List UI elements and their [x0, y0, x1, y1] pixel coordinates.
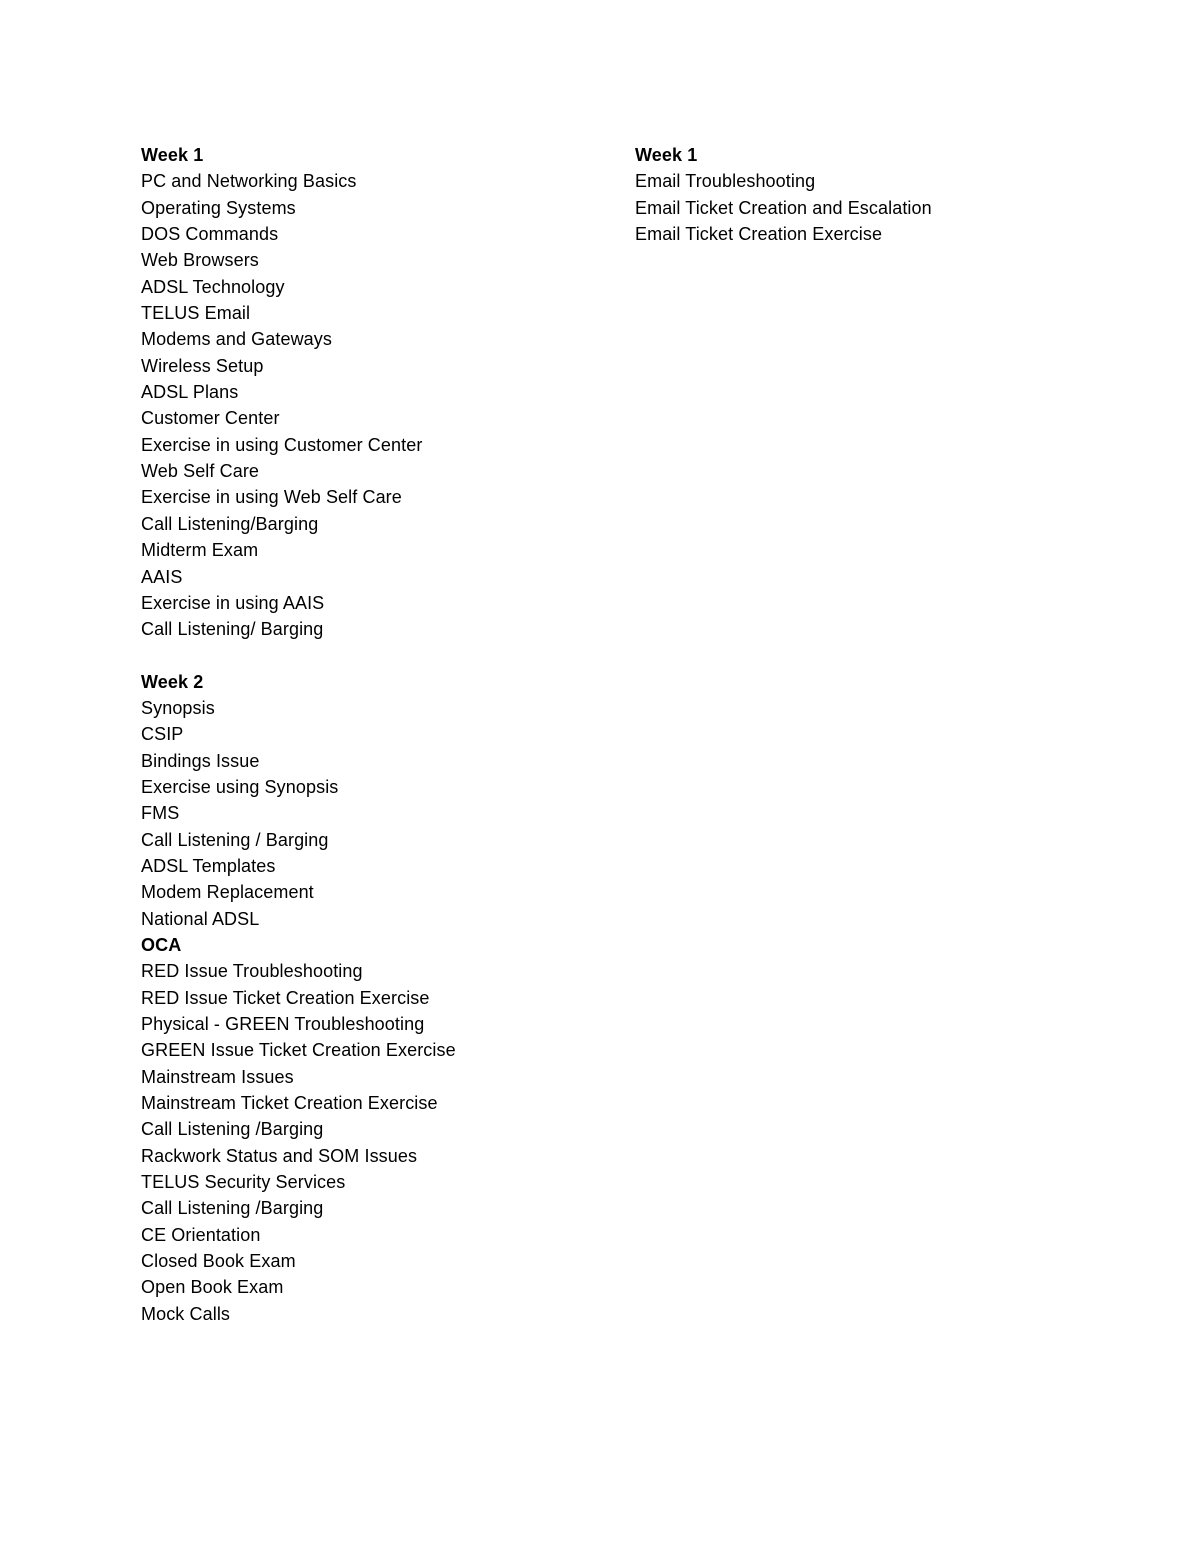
topic-item: ADSL Plans [141, 382, 239, 403]
topic-item: TELUS Email [141, 303, 251, 324]
week-1-heading: Week 1 [635, 145, 698, 165]
topic-item: Midterm Exam [141, 540, 259, 561]
topic-item: CSIP [141, 724, 184, 745]
topic-item: FMS [141, 803, 180, 824]
topic-item: Call Listening /Barging [141, 1119, 324, 1140]
topic-item: ADSL Templates [141, 855, 276, 876]
topic-item: Exercise using Synopsis [141, 776, 339, 797]
topic-item: Call Listening/Barging [141, 513, 319, 534]
topic-item: TELUS Security Services [141, 1172, 346, 1193]
week-1-topic-list [141, 168, 601, 642]
topic-item: Email Ticket Creation and Escalation [635, 197, 932, 218]
topic-item: Closed Book Exam [141, 1251, 296, 1272]
topic-item: Mainstream Issues [141, 1066, 294, 1087]
topic-item: Rackwork Status and SOM Issues [141, 1145, 418, 1166]
topic-item: Physical - GREEN Troubleshooting [141, 1014, 425, 1034]
left-column [141, 142, 601, 1327]
topic-item: RED Issue Ticket Creation Exercise [141, 987, 430, 1008]
topic-item: Web Browsers [141, 250, 259, 271]
topic-item: Bindings Issue [141, 750, 260, 771]
topic-item: RED Issue Troubleshooting [141, 961, 363, 982]
topic-item: Modems and Gateways [141, 329, 332, 350]
oca-subheading: OCA [141, 934, 182, 955]
topic-item: Mainstream Ticket Creation Exercise [141, 1093, 438, 1114]
topic-item: Call Listening/ Barging [141, 619, 324, 640]
right-column [635, 142, 1095, 247]
section-spacer [141, 643, 601, 669]
topic-item: GREEN Issue Ticket Creation Exercise [141, 1040, 456, 1061]
topic-item: Web Self Care [141, 461, 260, 482]
topic-item: Call Listening / Barging [141, 829, 329, 850]
topic-item: Customer Center [141, 408, 280, 429]
topic-item: Mock Calls [141, 1303, 231, 1324]
week-1-heading: Week 1 [141, 145, 204, 165]
topic-item: Email Troubleshooting [635, 171, 816, 192]
topic-item: DOS Commands [141, 224, 279, 245]
topic-item: Exercise in using AAIS [141, 592, 325, 613]
topic-item: Email Ticket Creation Exercise [635, 224, 883, 245]
topic-item: Wireless Setup [141, 355, 264, 376]
email-topic-list [635, 168, 1095, 247]
week-2-topic-list [141, 695, 601, 1327]
topic-item: AAIS [141, 566, 183, 587]
topic-item: Open Book Exam [141, 1277, 284, 1298]
topic-item: ADSL Technology [141, 276, 285, 297]
topic-item: Call Listening /Barging [141, 1198, 324, 1219]
topic-item: Exercise in using Web Self Care [141, 487, 402, 508]
topic-item: Operating Systems [141, 197, 296, 218]
topic-item: National ADSL [141, 908, 260, 929]
topic-item: Exercise in using Customer Center [141, 434, 423, 455]
topic-item: PC and Networking Basics [141, 171, 357, 192]
topic-item: Modem Replacement [141, 882, 314, 903]
topic-item: CE Orientation [141, 1224, 261, 1245]
week-2-heading: Week 2 [141, 671, 204, 692]
topic-item: Synopsis [141, 697, 215, 718]
